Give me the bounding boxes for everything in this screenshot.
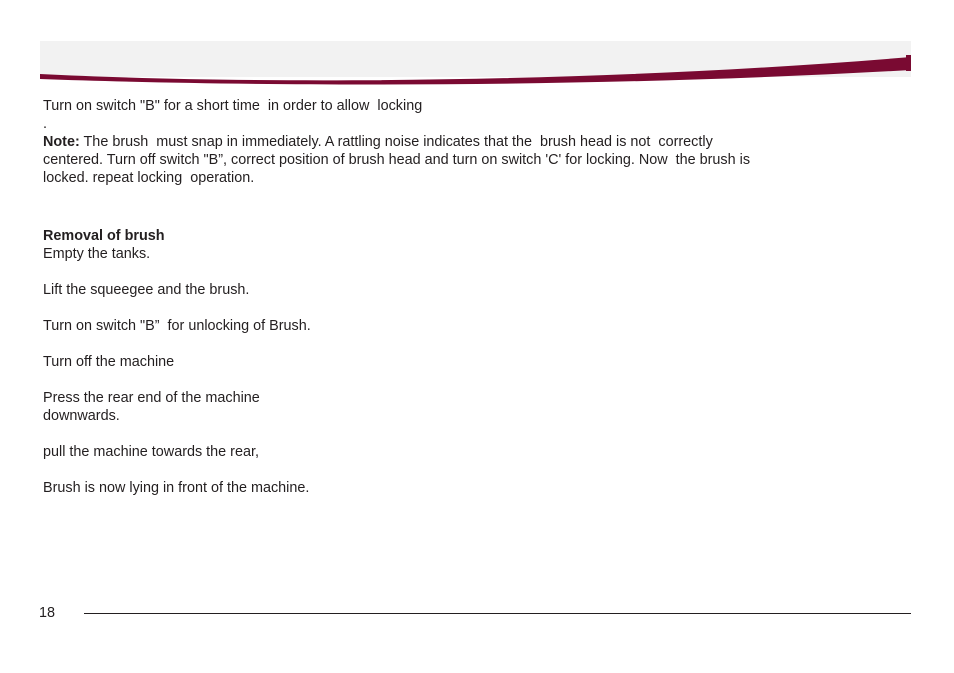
removal-step-pull-machine: pull the machine towards the rear, [43, 444, 259, 460]
page-number: 18 [39, 605, 56, 621]
removal-step-switch-b: Turn on switch "B” for unlocking of Brush. [43, 318, 311, 334]
note-line-3: locked. repeat locking operation. [43, 170, 255, 186]
removal-step-empty-tanks: Empty the tanks. [43, 246, 151, 262]
removal-step-brush-front: Brush is now lying in front of the machine. [43, 480, 310, 496]
removal-step-lift-squeegee: Lift the squeegee and the brush. [43, 282, 250, 298]
page-content [43, 97, 863, 497]
note-text-1: The brush must snap in immediately. A rattling noise indicates that the brush head is not correctly [79, 134, 713, 150]
removal-heading: Removal of brush [43, 228, 165, 244]
note-line-1 [43, 133, 863, 151]
header-band [40, 41, 911, 88]
intro-period: . [43, 116, 47, 132]
note-line-2: centered. Turn off switch "B”, correct position of brush head and turn on switch 'C' for locking. Now the brush is [43, 152, 751, 168]
note-label: Note: [43, 134, 80, 150]
header-swoosh-graphic [40, 41, 911, 88]
removal-step-downwards: downwards. [43, 408, 120, 424]
removal-step-turn-off: Turn off the machine [43, 354, 175, 370]
removal-step-press-rear: Press the rear end of the machine [43, 390, 260, 406]
footer-rule [84, 613, 911, 614]
intro-instruction: Turn on switch "B" for a short time in order to allow locking [43, 98, 423, 114]
